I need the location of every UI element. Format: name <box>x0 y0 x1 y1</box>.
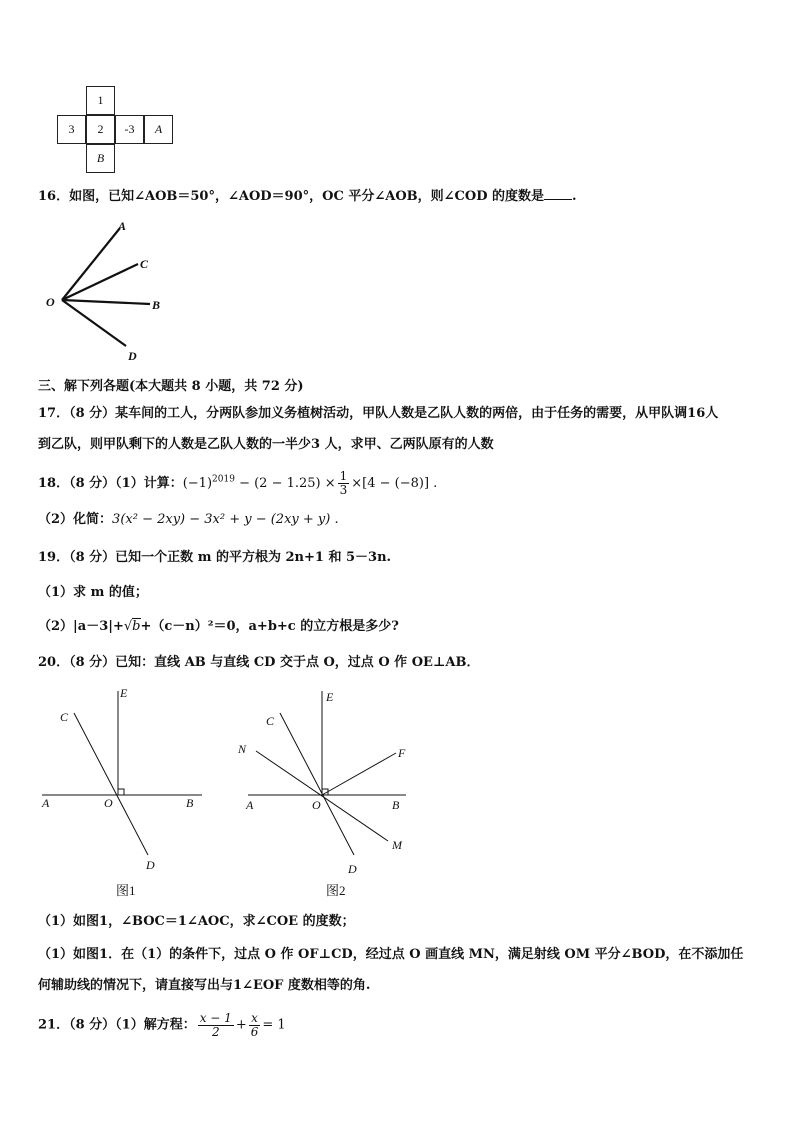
q19-line3-a: （2）|a－3|+ <box>38 619 124 634</box>
right-angle-mark <box>118 789 124 795</box>
cube-net-figure <box>56 86 176 176</box>
q21-fraction-2 <box>249 1012 261 1039</box>
line-cd <box>280 713 354 855</box>
fig1-label-d: D <box>146 858 155 872</box>
q17-line1: 17．（8 分）某车间的工人，分两队参加义务植树活动，甲队人数是乙队人数的两倍，由于任务的需要，从甲队调16人 <box>38 406 719 421</box>
fig2-label-e: E <box>326 690 334 704</box>
q21-line <box>38 1012 286 1039</box>
q18-part1 <box>38 470 437 497</box>
fig2-caption: 图2 <box>326 883 346 898</box>
fig1-caption: 图1 <box>116 883 136 898</box>
q20-part1: （1）如图1，∠BOC＝1∠AOC，求∠COE 的度数； <box>38 914 355 929</box>
q19-line1: 19．（8 分）已知一个正数 m 的平方根为 2n+1 和 5－3n. <box>38 550 392 565</box>
fig2-label-o: O <box>312 798 321 812</box>
q18-expr-c: ×[4 − (−8)] . <box>351 476 438 491</box>
net-cell-far-right: A <box>144 115 173 144</box>
figure-1 <box>38 683 208 903</box>
q18-exponent: 2019 <box>212 474 235 485</box>
question-16 <box>38 187 577 206</box>
sqrt-symbol: √b <box>123 619 141 634</box>
q17-line2: 到乙队，则甲队剩下的人数是乙队人数的一半少3 人，求甲、乙两队原有的人数 <box>38 437 494 452</box>
fig1-label-b: B <box>186 796 194 810</box>
fig2-label-f: F <box>398 746 406 760</box>
net-cell-top: 1 <box>86 86 115 115</box>
q19-line3 <box>38 618 399 636</box>
net-cell-bottom: B <box>86 144 115 173</box>
net-cell-right: -3 <box>115 115 144 144</box>
q21-frac1-den: 2 <box>211 1025 220 1039</box>
ray-of <box>322 753 396 795</box>
fig2-label-d: D <box>348 862 357 876</box>
fig2-label-b: B <box>392 798 400 812</box>
ray-ob <box>62 300 150 304</box>
q20-part2-line2: 何辅助线的情况下，请直接写出与1∠EOF 度数相等的角. <box>38 978 371 993</box>
q21-frac2-num: x <box>251 1011 258 1025</box>
figure-2 <box>240 683 430 903</box>
q18-expr-a: (−1) <box>182 476 213 491</box>
q18-fraction <box>338 470 350 497</box>
angle-figure-16 <box>40 218 180 368</box>
fig2-label-m: M <box>392 838 402 852</box>
q20-line1: 20．（8 分）已知：直线 AB 与直线 CD 交于点 O，过点 O 作 OE⊥AB． <box>38 655 480 670</box>
label-a: A <box>118 219 127 233</box>
q16-text: 16．如图，已知∠AOB＝50°，∠AOD＝90°，OC 平分∠AOB，则∠COD 的度数是 <box>38 189 544 204</box>
q21-rhs: = 1 <box>262 1017 286 1033</box>
q18-part2 <box>38 511 339 529</box>
answer-blank <box>544 187 572 200</box>
fig1-label-e: E <box>120 686 128 700</box>
q21-fraction-1 <box>198 1012 234 1039</box>
sqrt-radicand: b <box>132 619 141 634</box>
q19-line3-b: +（c－n）²＝0，a+b+c 的立方根是多少? <box>140 619 399 634</box>
line-cd <box>74 713 148 855</box>
q21-prefix: 21．（8 分）（1）解方程： <box>38 1017 196 1033</box>
q21-frac2-den: 6 <box>250 1025 259 1039</box>
ray-oc <box>62 264 138 300</box>
label-o: O <box>46 295 55 309</box>
q18-part1-prefix: 18．（8 分）（1）计算： <box>38 476 183 491</box>
q19-line2: （1）求 m 的值； <box>38 585 148 600</box>
ray-oa <box>62 228 120 300</box>
q18-part2-prefix: （2）化简： <box>38 512 113 527</box>
q18-frac-num: 1 <box>339 469 348 483</box>
net-cell-center: 2 <box>86 115 115 144</box>
q21-plus: + <box>235 1017 247 1033</box>
q18-part2-expr: 3(x² − 2xy) − 3x² + y − (2xy + y) . <box>112 512 339 527</box>
net-cell-left: 3 <box>57 115 86 144</box>
fig1-label-c: C <box>60 710 69 724</box>
fig2-label-a: A <box>246 798 254 812</box>
ray-od <box>62 300 126 346</box>
fig2-label-c: C <box>266 714 275 728</box>
q21-frac1-num: x − 1 <box>199 1011 232 1025</box>
label-d: D <box>128 349 137 363</box>
q18-frac-den: 3 <box>339 483 348 497</box>
q20-part2-line1: （1）如图1．在（1）的条件下，过点 O 作 OF⊥CD，经过点 O 画直线 MN，满足射线 OM 平分∠BOD，在不添加任 <box>38 947 744 962</box>
section-heading: 三、解下列各题(本大题共 8 小题，共 72 分) <box>38 379 304 394</box>
q16-end: . <box>572 189 577 204</box>
fig2-label-n: N <box>238 742 247 756</box>
label-c: C <box>140 257 149 271</box>
fig1-label-a: A <box>42 796 50 810</box>
q18-expr-b: − (2 − 1.25) × <box>234 476 336 491</box>
fig1-label-o: O <box>104 796 113 810</box>
label-b: B <box>152 298 161 312</box>
